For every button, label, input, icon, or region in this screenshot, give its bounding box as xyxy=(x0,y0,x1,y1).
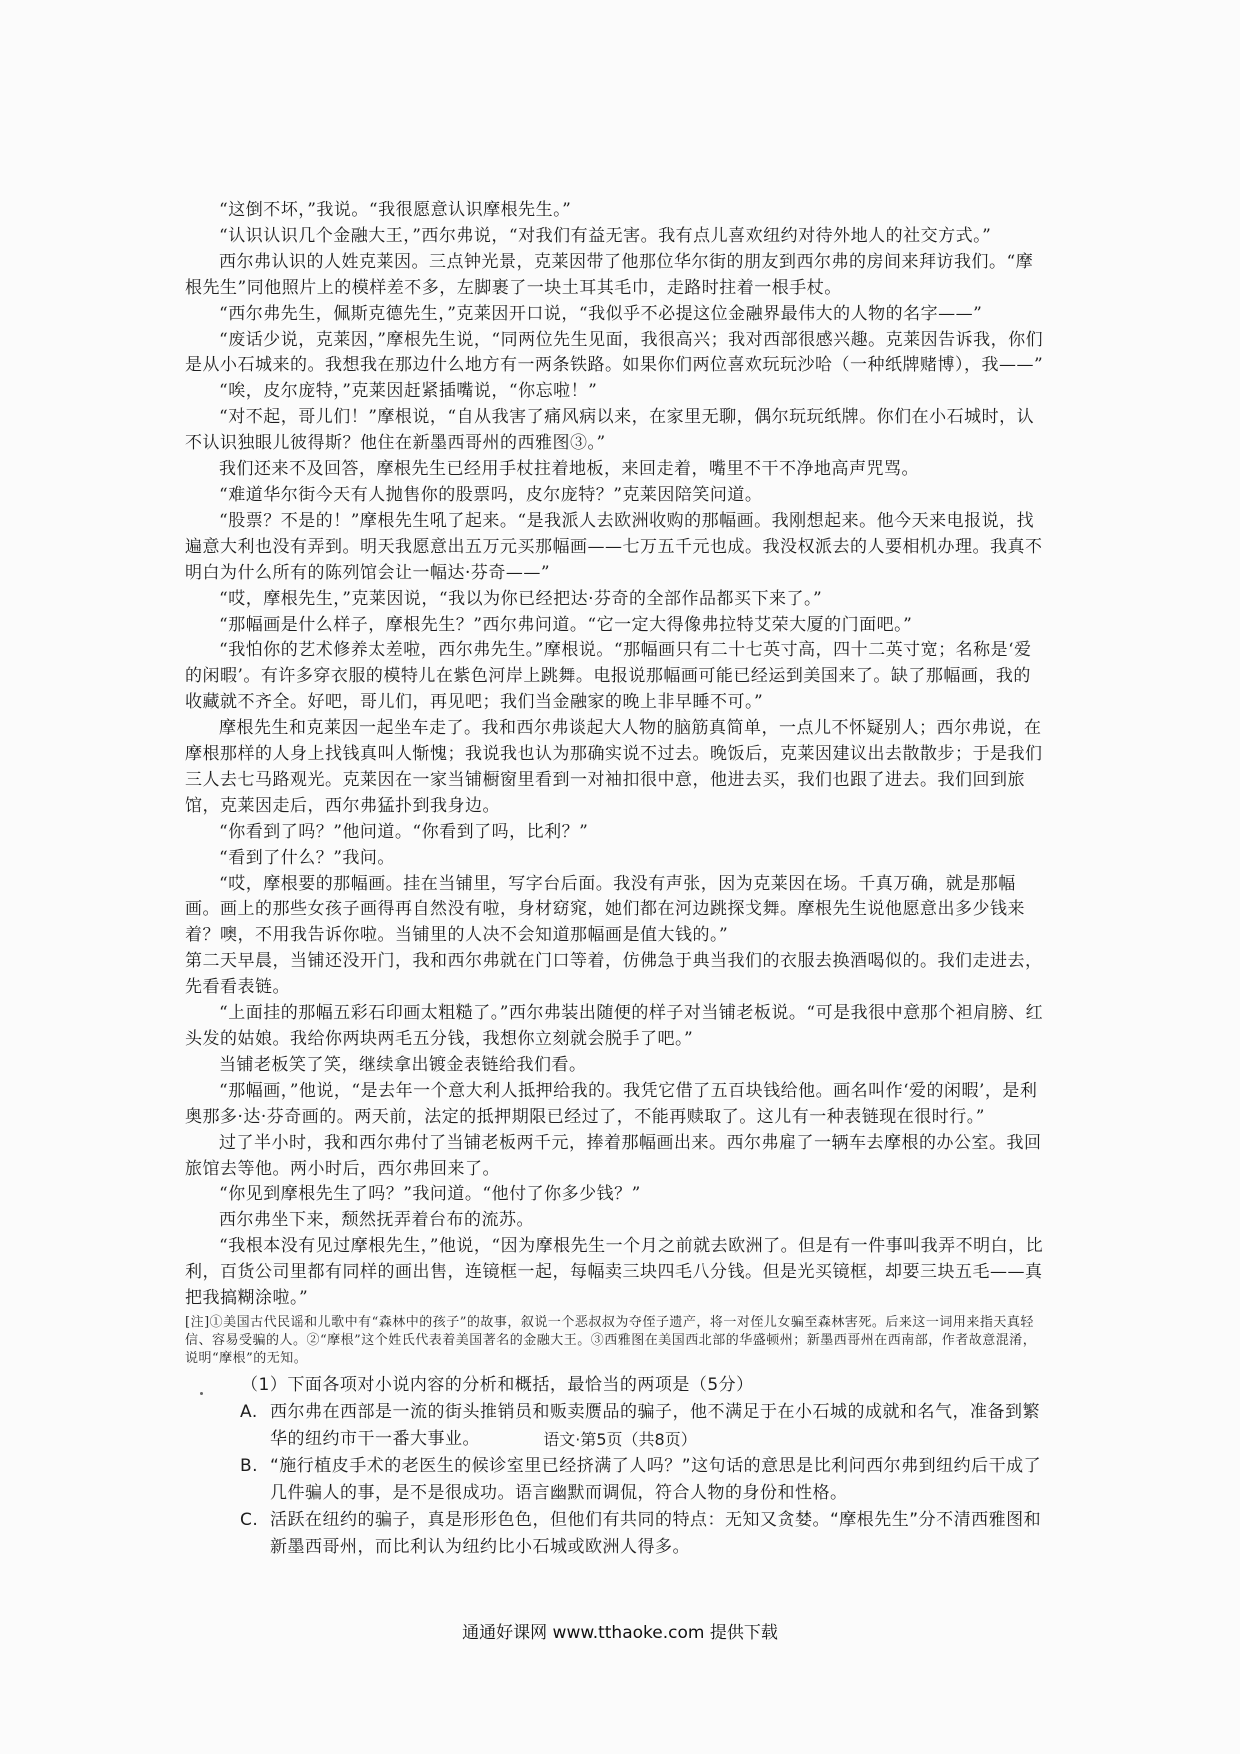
paragraph: “难道华尔街今天有人抛售你的股票吗，皮尔庞特？”克莱因陪笑问道。 xyxy=(219,484,763,505)
option-label: A. xyxy=(240,1401,258,1422)
paragraph: “哎，摩根先生，”克莱因说，“我以为你已经把达·芬奇的全部作品都买下来了。” xyxy=(219,588,823,609)
option-2 xyxy=(240,1453,1045,1507)
option-text: 西尔弗在西部是一流的街头推销员和贩卖赝品的骗子，他不满足于在小石城的成就和名气，准备到繁华的纽约市干一番大事业。 xyxy=(270,1401,1040,1449)
paragraph: 我们还来不及回答，摩根先生已经用手杖拄着地板，来回走着，嘴里不干不净地高声咒骂。 xyxy=(219,459,919,480)
paragraph: “你见到摩根先生了吗？”我问道。“他付了你多少钱？” xyxy=(219,1184,641,1205)
page-number: 语文·第5页（共8页） xyxy=(543,1430,697,1449)
paragraph: 过了半小时，我和西尔弗付了当铺老板两千元，捧着那幅画出来。西尔弗雇了一辆车去摩根的办公室。我回旅馆去等他。两小时后，西尔弗回来了。 xyxy=(185,1132,1042,1179)
paragraph: “你看到了吗？”他问道。“你看到了吗，比利？” xyxy=(219,821,589,842)
option-label: C. xyxy=(240,1509,259,1530)
footnote: [注]①美国古代民谣和儿歌中有“森林中的孩子”的故事，叙说一个恶叔叔为夺侄子遗产，将一对侄儿女骗至森林害死。后来这一词用来指天真轻信、容易受骗的人。②“摩根”这个姓氏代表着美国著名的金融大王。③西雅图在美国西北部的华盛顿州；新墨西哥州在西南部，作者故意混淆，说明“摩根”的无知。 xyxy=(185,1314,1037,1366)
passage xyxy=(185,198,1045,1312)
paragraph: “我根本没有见过摩根先生，”他说，“因为摩根先生一个月之前就去欧洲了。但是有一件事叫我弄不明白，比利，百货公司里都有同样的画出售，连镜框一起，每幅卖三块四毛八分钱。但是光买镜框，却要三块五毛——真把我搞糊涂啦。” xyxy=(185,1236,1044,1309)
paragraph: “那幅画是什么样子，摩根先生？”西尔弗问道。“它一定大得像弗拉特艾荣大厦的门面吧。” xyxy=(219,614,913,635)
paragraph: 当铺老板笑了笑，继续拿出镀金表链给我们看。 xyxy=(219,1054,587,1075)
option-text: 活跃在纽约的骗子，真是形形色色，但他们有共同的特点：无知又贪婪。“摩根先生”分不清西雅图和新墨西哥州，而比利认为纽约比小石城或欧洲人得多。 xyxy=(270,1509,1042,1557)
option-label: B. xyxy=(240,1455,259,1476)
paragraph: 摩根先生和克莱因一起坐车走了。我和西尔弗谈起大人物的脑筋真简单，一点儿不怀疑别人；西尔弗说，在摩根那样的人身上找钱真叫人惭愧；我说我也认为那确实说不过去。晚饭后，克莱因建议出去散散步；于是我们三人去七马路观光。克莱因在一家当铺橱窗里看到一对袖扣很中意，他进去买，我们也跟了进去。我们回到旅馆，克莱因走后，西尔弗猛扑到我身边。 xyxy=(185,718,1043,816)
scan-speck xyxy=(200,1392,203,1395)
paragraph: “认识认识几个金融大王，”西尔弗说，“对我们有益无害。我有点儿喜欢纽约对待外地人的社交方式。” xyxy=(219,225,992,246)
paragraph: “哎，摩根要的那幅画。挂在当铺里，写字台后面。我没有声张，因为克莱因在场。千真万确，就是那幅画。画上的那些女孩子画得再自然没有啦，身材窈窕，她们都在河边跳探戈舞。摩根先生说他愿意出多少钱来着？噢，不用我告诉你啦。当铺里的人决不会知道那幅画是值大钱的。” xyxy=(185,873,1025,946)
paragraph: 第二天早晨，当铺还没开门，我和西尔弗就在门口等着，仿佛急于典当我们的衣服去换酒喝似的。我们走进去，先看看表链。 xyxy=(185,951,1043,998)
paragraph: “上面挂的那幅五彩石印画太粗糙了。”西尔弗装出随便的样子对当铺老板说。“可是我很中意那个袒肩膀、红头发的姑娘。我给你两块两毛五分钱，我想你立刻就会脱手了吧。” xyxy=(185,1003,1044,1049)
question-options xyxy=(185,1399,1045,1561)
question-title: （1）下面各项对小说内容的分析和概括，最恰当的两项是（5分） xyxy=(241,1374,754,1395)
site-credit: 通通好课网 www.tthaoke.com 提供下载 xyxy=(462,1623,778,1643)
option-text: “施行植皮手术的老医生的候诊室里已经挤满了人吗？”这句话的意思是比利问西尔弗到纽约后干成了几件骗人的事，是不是很成功。语言幽默而调侃，符合人物的身份和性格。 xyxy=(270,1455,1042,1503)
paragraph: “这倒不坏，”我说。“我很愿意认识摩根先生。” xyxy=(219,200,572,220)
paragraph: “唉，皮尔庞特，”克莱因赶紧插嘴说，“你忘啦！” xyxy=(219,381,598,402)
option-3 xyxy=(240,1507,1045,1561)
paragraph: “我怕你的艺术修养太差啦，西尔弗先生。”摩根说。“那幅画只有二十七英寸高，四十二英寸宽；名称是‘爱的闲暇’。有许多穿衣服的模特儿在紫色河岸上跳舞。电报说那幅画可能已经运到美国来了。缺了那幅画，我的收藏就不齐全。好吧，哥儿们，再见吧；我们当金融家的晚上非早睡不可。” xyxy=(185,640,1032,713)
story-text xyxy=(185,198,1045,1561)
paragraph: 西尔弗认识的人姓克莱因。三点钟光景，克莱因带了他那位华尔街的朋友到西尔弗的房间来拜访我们。“摩根先生”同他照片上的模样差不多，左脚裹了一块土耳其毛巾，走路时拄着一根手杖。 xyxy=(185,251,1034,298)
paragraph: “股票？不是的！”摩根先生吼了起来。“是我派人去欧洲收购的那幅画。我刚想起来。他今天来电报说，找遍意大利也没有弄到。明天我愿意出五万元买那幅画——七万五千元也成。我没权派去的人要相机办理。我真不明白为什么所有的陈列馆会让一幅达·芬奇——” xyxy=(185,510,1043,583)
paragraph: “废话少说，克莱因，”摩根先生说，“同两位先生见面，我很高兴；我对西部很感兴趣。克莱因告诉我，你们是从小石城来的。我想我在那边什么地方有一两条铁路。如果你们两位喜欢玩玩沙哈（一种纸牌赌博），我——” xyxy=(185,329,1044,376)
paragraph: 西尔弗坐下来，颓然抚弄着台布的流苏。 xyxy=(219,1210,534,1231)
paragraph: “西尔弗先生，佩斯克德先生，”克莱因开口说，“我似乎不必提这位金融界最伟大的人物的名字——” xyxy=(219,303,983,324)
question-block xyxy=(185,1372,1045,1561)
paragraph: “看到了什么？”我问。 xyxy=(219,847,395,868)
paragraph: “对不起，哥儿们！”摩根说，“自从我害了痛风病以来，在家里无聊，偶尔玩玩纸牌。你们在小石城时，认不认识独眼儿彼得斯？他住在新墨西哥州的西雅图③。” xyxy=(185,407,1035,454)
paragraph: “那幅画，”他说，“是去年一个意大利人抵押给我的。我凭它借了五百块钱给他。画名叫作‘爱的闲暇’，是利奥那多·达·芬奇画的。两天前，法定的抵押期限已经过了，不能再赎取了。这儿有一种表链现在很时行。” xyxy=(185,1080,1038,1127)
